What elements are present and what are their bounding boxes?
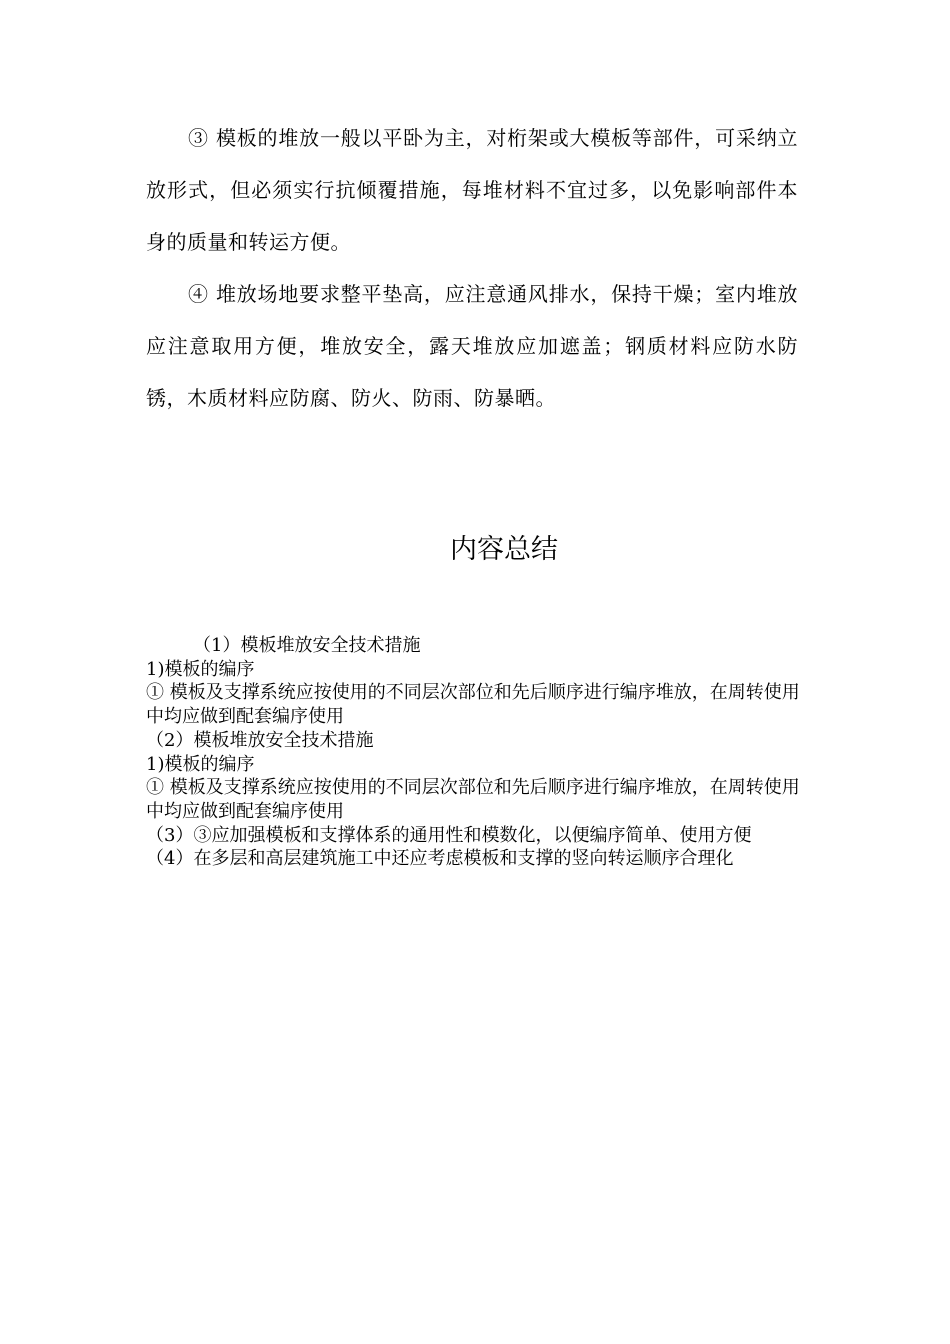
summary-block <box>146 634 802 871</box>
summary-line: ① 模板及支撑系统应按使用的不同层次部位和先后顺序进行编序堆放，在周转使用中均应做到配套编序使用 <box>146 777 800 822</box>
summary-line: （2）模板堆放安全技术措施 <box>146 729 374 751</box>
body-paragraph-3: ③ 模板的堆放一般以平卧为主，对桁架或大模板等部件，可采纳立放形式，但必须实行抗倾覆措施，每堆材料不宜过多，以免影响部件本身的质量和转运方便。 <box>146 126 798 254</box>
summary-line: ① 模板及支撑系统应按使用的不同层次部位和先后顺序进行编序堆放，在周转使用中均应做到配套编序使用 <box>146 682 800 728</box>
summary-line: 1)模板的编序 <box>146 753 255 775</box>
summary-title: 内容总结 <box>450 534 558 565</box>
summary-line: （3）③应加强模板和支撑体系的通用性和模数化，以便编序简单、使用方便 <box>146 824 752 846</box>
summary-line: （4）在多层和高层建筑施工中还应考虑模板和支撑的竖向转运顺序合理化 <box>146 848 734 870</box>
summary-line: （1）模板堆放安全技术措施 <box>193 635 421 656</box>
body-paragraph-4: ④ 堆放场地要求整平垫高，应注意通风排水，保持干燥；室内堆放应注意取用方便，堆放安全，露天堆放应加遮盖；钢质材料应防水防锈，木质材料应防腐、防火、防雨、防暴晒。 <box>146 282 798 410</box>
summary-line: 1)模板的编序 <box>146 658 255 680</box>
